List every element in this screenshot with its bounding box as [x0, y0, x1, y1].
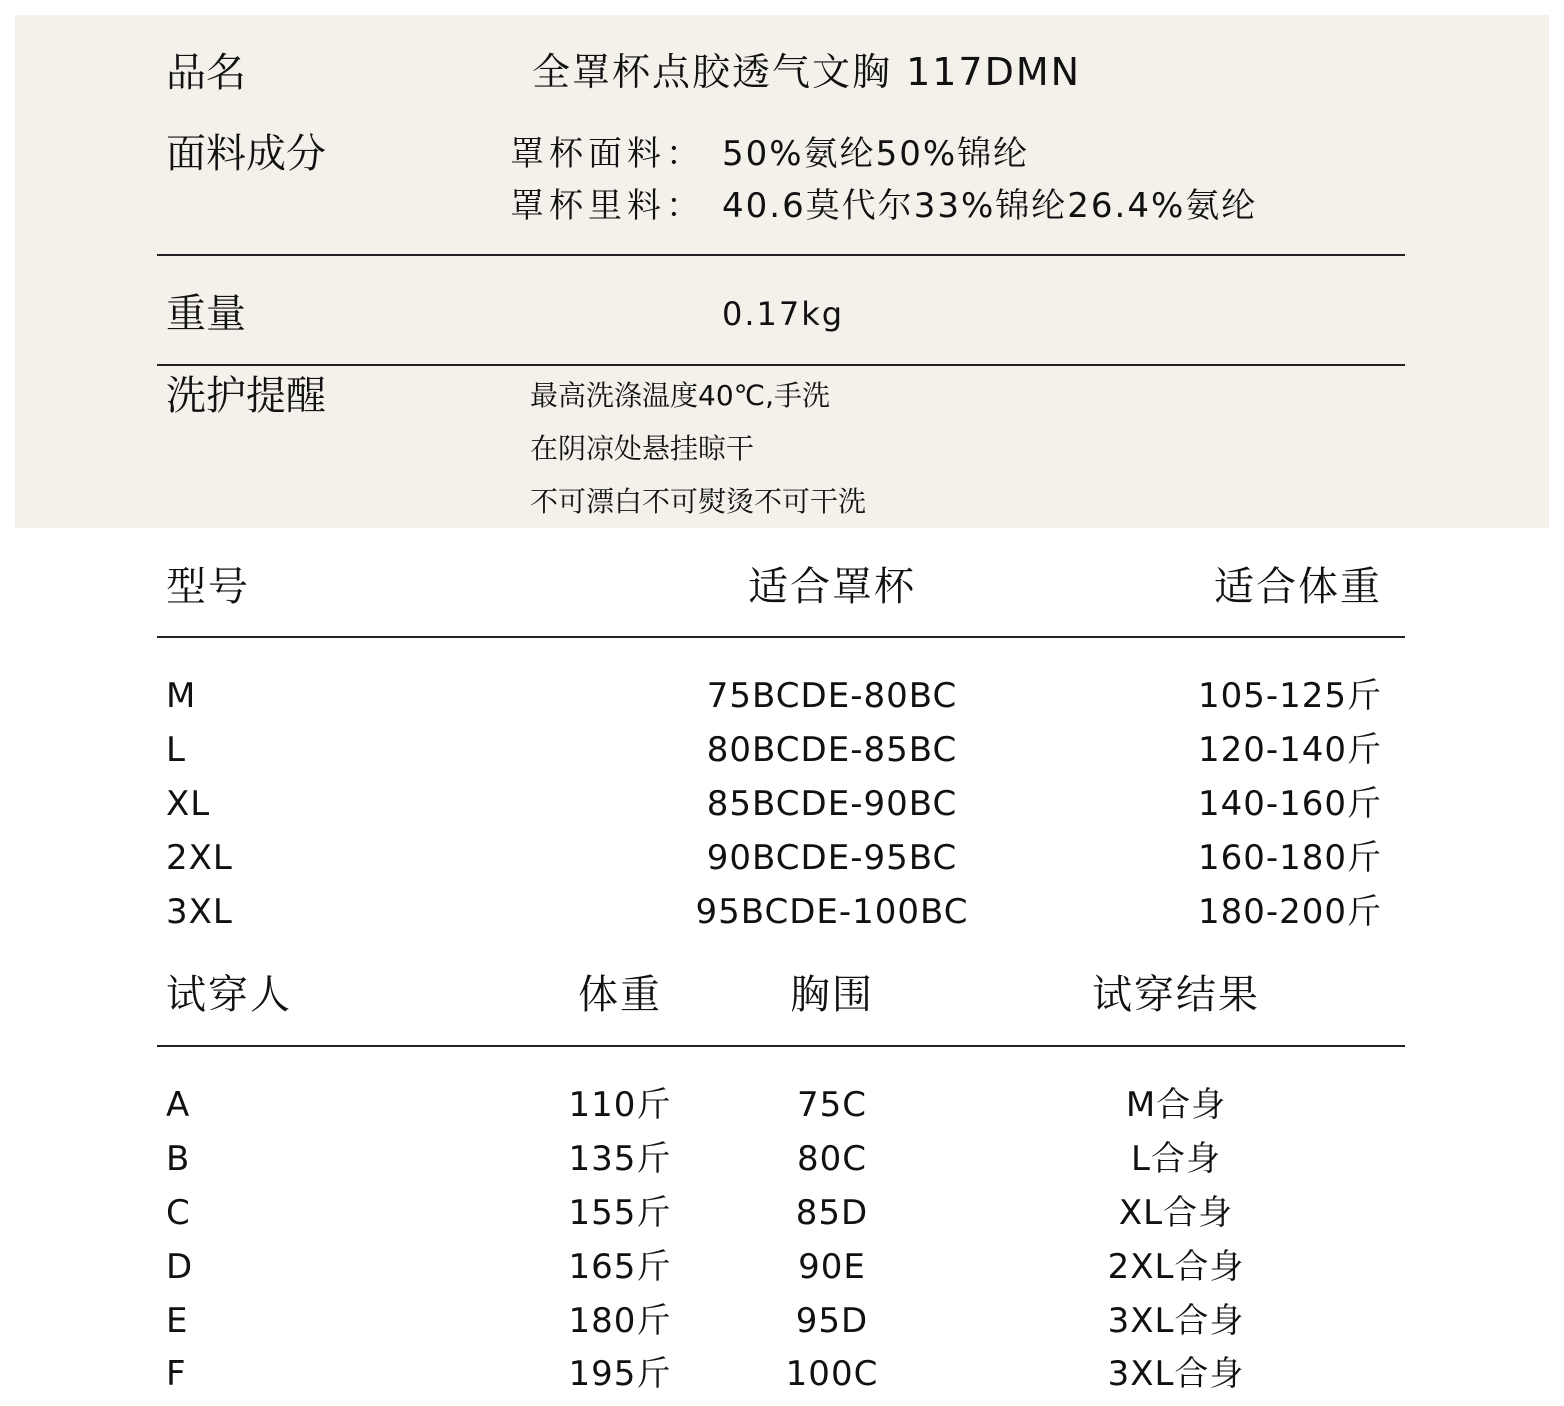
trial-header-bust: 胸围	[790, 972, 874, 1018]
size-cell-model: 3XL	[166, 892, 233, 932]
fabric-cup-lining-value: 40.6莫代尔33%锦纶26.4%氨纶	[722, 186, 1258, 226]
weight-label: 重量	[166, 291, 246, 337]
fabric-cup-outer-value: 50%氨纶50%锦纶	[722, 134, 1030, 174]
trial-cell-weight: 110斤	[568, 1085, 672, 1125]
trial-cell-tester: A	[166, 1085, 191, 1125]
trial-cell-weight: 135斤	[568, 1139, 672, 1179]
trial-header-result: 试穿结果	[1092, 972, 1260, 1018]
trial-cell-tester: C	[166, 1193, 191, 1233]
trial-cell-bust: 90E	[798, 1247, 866, 1287]
trial-cell-weight: 195斤	[568, 1354, 672, 1394]
size-cell-model: 2XL	[166, 838, 233, 878]
size-header-weight: 适合体重	[1214, 564, 1382, 610]
weight-value: 0.17kg	[722, 295, 845, 333]
trial-cell-result: 3XL合身	[1107, 1354, 1245, 1394]
size-header-model: 型号	[166, 564, 250, 610]
trial-cell-bust: 95D	[795, 1301, 869, 1341]
size-cell-weight: 105-125斤	[1197, 676, 1382, 716]
divider	[157, 364, 1405, 366]
care-line: 在阴凉处悬挂晾干	[530, 432, 755, 465]
care-line: 最高洗涤温度40℃,手洗	[530, 379, 830, 412]
trial-cell-tester: D	[166, 1247, 194, 1287]
divider	[157, 1045, 1405, 1047]
care-label: 洗护提醒	[166, 373, 326, 419]
divider	[157, 636, 1405, 638]
trial-cell-weight: 180斤	[568, 1301, 672, 1341]
trial-cell-tester: B	[166, 1139, 191, 1179]
trial-header-weight: 体重	[578, 972, 662, 1018]
product-name-value: 全罩杯点胶透气文胸 117DMN	[532, 50, 1082, 94]
size-cell-cup: 95BCDE-100BC	[695, 892, 969, 932]
divider	[157, 254, 1405, 256]
care-line: 不可漂白不可熨烫不可干洗	[530, 485, 867, 518]
size-cell-weight: 120-140斤	[1197, 730, 1382, 770]
trial-cell-weight: 165斤	[568, 1247, 672, 1287]
size-cell-weight: 180-200斤	[1197, 892, 1382, 932]
size-cell-model: L	[166, 730, 186, 770]
trial-cell-result: L合身	[1131, 1139, 1221, 1179]
trial-cell-result: 3XL合身	[1107, 1301, 1245, 1341]
fabric-label: 面料成分	[166, 131, 326, 177]
trial-cell-tester: E	[166, 1301, 189, 1341]
trial-header-tester: 试穿人	[166, 972, 292, 1018]
size-cell-model: XL	[166, 784, 211, 824]
trial-cell-tester: F	[166, 1354, 187, 1394]
trial-cell-result: M合身	[1125, 1085, 1227, 1125]
trial-cell-weight: 155斤	[568, 1193, 672, 1233]
size-cell-cup: 85BCDE-90BC	[706, 784, 958, 824]
product-name-label: 品名	[166, 50, 246, 96]
trial-cell-bust: 85D	[795, 1193, 869, 1233]
size-cell-weight: 140-160斤	[1197, 784, 1382, 824]
fabric-cup-outer-label: 罩杯面料：	[510, 134, 705, 174]
size-cell-weight: 160-180斤	[1197, 838, 1382, 878]
trial-cell-result: 2XL合身	[1107, 1247, 1245, 1287]
size-cell-cup: 75BCDE-80BC	[706, 676, 958, 716]
trial-cell-result: XL合身	[1118, 1193, 1234, 1233]
size-header-cup: 适合罩杯	[748, 564, 916, 610]
size-cell-cup: 90BCDE-95BC	[706, 838, 958, 878]
fabric-cup-lining-label: 罩杯里料：	[510, 186, 705, 226]
size-cell-cup: 80BCDE-85BC	[706, 730, 958, 770]
trial-cell-bust: 80C	[796, 1139, 868, 1179]
trial-cell-bust: 100C	[785, 1354, 879, 1394]
size-cell-model: M	[166, 676, 197, 716]
trial-cell-bust: 75C	[796, 1085, 868, 1125]
